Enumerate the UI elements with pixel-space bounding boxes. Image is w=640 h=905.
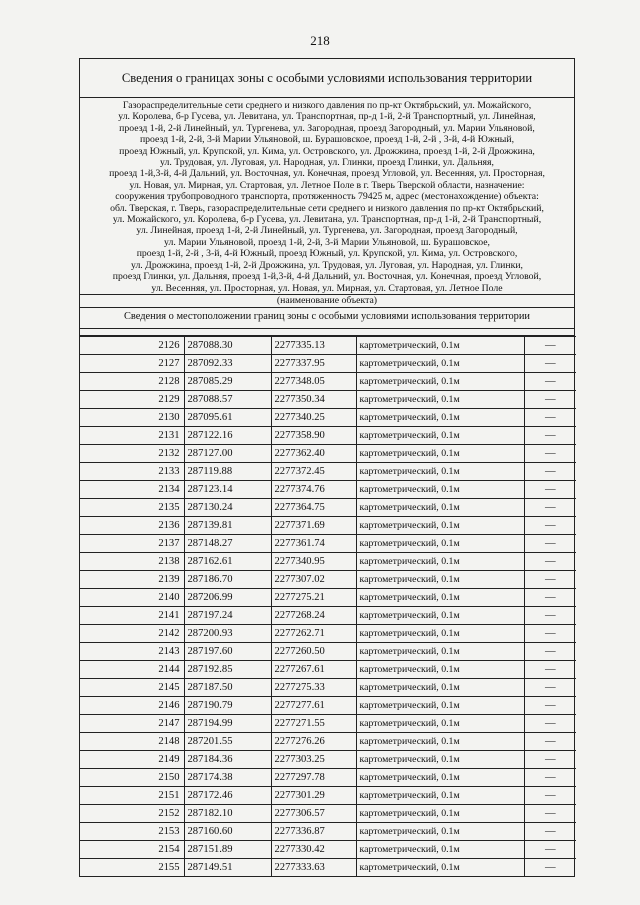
x-coordinate-cell: 287160.60 [184,822,271,840]
note-cell: — [524,678,576,696]
table-row [80,642,576,660]
table-row [80,336,576,354]
page-number: 218 [310,33,330,48]
y-coordinate-cell: 2277335.13 [271,336,356,354]
determination-method-cell: картометрический, 0.1м [356,804,524,822]
point-number-cell: 2133 [80,462,184,480]
table-row [80,534,576,552]
determination-method-cell: картометрический, 0.1м [356,516,524,534]
point-number-cell: 2142 [80,624,184,642]
description-line: ул. Марии Ульяновой, проезд 1-й, 2-й, 3-й Марии Ульяновой, ш. Бурашовское, [164,236,490,248]
table-row [80,714,576,732]
x-coordinate-cell: 287187.50 [184,678,271,696]
point-number-cell: 2151 [80,786,184,804]
y-coordinate-cell: 2277276.26 [271,732,356,750]
note-cell: — [524,606,576,624]
note-cell: — [524,498,576,516]
y-coordinate-cell: 2277301.29 [271,786,356,804]
table-row [80,606,576,624]
determination-method-cell: картометрический, 0.1м [356,588,524,606]
y-coordinate-cell: 2277358.90 [271,426,356,444]
x-coordinate-cell: 287192.85 [184,660,271,678]
table-row [80,444,576,462]
description-line: ул. Линейная, проезд 1-й, 2-й Линейный, ул. Тургенева, ул. Загородная, проезд Загородный, [136,225,518,237]
point-number-cell: 2126 [80,336,184,354]
point-number-cell: 2139 [80,570,184,588]
note-cell: — [524,660,576,678]
determination-method-cell: картометрический, 0.1м [356,570,524,588]
point-number-cell: 2154 [80,840,184,858]
y-coordinate-cell: 2277260.50 [271,642,356,660]
point-number-cell: 2144 [80,660,184,678]
description-line: ул. Трудовая, ул. Луговая, ул. Народная, ул. Глинки, проезд Глинки, ул. Дальняя, [160,157,494,169]
x-coordinate-cell: 287088.57 [184,390,271,408]
note-cell: — [524,768,576,786]
table-row [80,354,576,372]
determination-method-cell: картометрический, 0.1м [356,372,524,390]
note-cell: — [524,822,576,840]
x-coordinate-cell: 287206.99 [184,588,271,606]
y-coordinate-cell: 2277277.61 [271,696,356,714]
table-row [80,408,576,426]
document-title: Сведения о границах зоны с особыми условиями использования территории [80,59,574,98]
note-cell: — [524,336,576,354]
point-number-cell: 2131 [80,426,184,444]
determination-method-cell: картометрический, 0.1м [356,336,524,354]
determination-method-cell: картометрический, 0.1м [356,552,524,570]
description-line: Газораспределительные сети среднего и низкого давления по пр-кт Октябрьский, ул. Можайского, [122,100,532,111]
location-heading: Сведения о местоположении границ зоны с особыми условиями использования территории [80,308,574,329]
y-coordinate-cell: 2277340.25 [271,408,356,426]
description-line: ул. Новая, ул. Мирная, ул. Стартовая, ул. Летное Поле в г. Тверь Тверской области, назначение: [129,179,525,191]
note-cell: — [524,714,576,732]
x-coordinate-cell: 287122.16 [184,426,271,444]
determination-method-cell: картометрический, 0.1м [356,714,524,732]
point-number-cell: 2152 [80,804,184,822]
y-coordinate-cell: 2277364.75 [271,498,356,516]
point-number-cell: 2135 [80,498,184,516]
point-number-cell: 2155 [80,858,184,876]
note-cell: — [524,516,576,534]
table-row [80,372,576,390]
determination-method-cell: картометрический, 0.1м [356,462,524,480]
note-cell: — [524,804,576,822]
table-row [80,426,576,444]
table-row [80,552,576,570]
note-cell: — [524,480,576,498]
table-row [80,480,576,498]
note-cell: — [524,642,576,660]
note-cell: — [524,840,576,858]
note-cell: — [524,408,576,426]
y-coordinate-cell: 2277297.78 [271,768,356,786]
x-coordinate-cell: 287197.24 [184,606,271,624]
x-coordinate-cell: 287190.79 [184,696,271,714]
determination-method-cell: картометрический, 0.1м [356,840,524,858]
note-cell: — [524,354,576,372]
x-coordinate-cell: 287162.61 [184,552,271,570]
table-row [80,624,576,642]
determination-method-cell: картометрический, 0.1м [356,624,524,642]
y-coordinate-cell: 2277267.61 [271,660,356,678]
coordinates-table-body [80,336,576,876]
determination-method-cell: картометрический, 0.1м [356,822,524,840]
determination-method-cell: картометрический, 0.1м [356,426,524,444]
table-row [80,750,576,768]
note-cell: — [524,786,576,804]
note-cell: — [524,696,576,714]
x-coordinate-cell: 287088.30 [184,336,271,354]
note-cell: — [524,534,576,552]
description-line: проезд 1-й,3-й, 4-й Дальний, ул. Восточная, ул. Конечная, проезд Угловой, ул. Весенняя, ул. Просторная, [109,168,545,180]
description-line: обл. Тверская, г. Тверь, газораспределительные сети среднего и низкого давления по пр-кт Октябрьский, [110,202,544,214]
determination-method-cell: картометрический, 0.1м [356,786,524,804]
y-coordinate-cell: 2277275.21 [271,588,356,606]
note-cell: — [524,858,576,876]
determination-method-cell: картометрический, 0.1м [356,642,524,660]
description-line: ул. Дрожжина, проезд 1-й, 2-й Дрожжина, ул. Трудовая, ул. Луговая, ул. Народная, ул. Глинки, [131,259,523,271]
y-coordinate-cell: 2277262.71 [271,624,356,642]
determination-method-cell: картометрический, 0.1м [356,768,524,786]
description-line: проезд 1-й, 2-й, 3-й Марии Ульяновой, ш. Бурашовское, проезд 1-й, 2-й , 3-й, 4-й Южный, [139,134,515,146]
y-coordinate-cell: 2277333.63 [271,858,356,876]
description-line: ул. Королева, б-р Гусева, ул. Левитана, ул. Транспортная, пр-д 1-й, 2-й Транспортный, ул. Линейная, [118,111,536,123]
point-number-cell: 2149 [80,750,184,768]
point-number-cell: 2143 [80,642,184,660]
determination-method-cell: картометрический, 0.1м [356,390,524,408]
x-coordinate-cell: 287172.46 [184,786,271,804]
note-cell: — [524,624,576,642]
determination-method-cell: картометрический, 0.1м [356,480,524,498]
note-cell: — [524,444,576,462]
table-header-spacer [80,329,574,336]
x-coordinate-cell: 287200.93 [184,624,271,642]
point-number-cell: 2132 [80,444,184,462]
note-cell: — [524,570,576,588]
table-row [80,786,576,804]
determination-method-cell: картометрический, 0.1м [356,732,524,750]
point-number-cell: 2137 [80,534,184,552]
determination-method-cell: картометрический, 0.1м [356,858,524,876]
note-cell: — [524,750,576,768]
y-coordinate-cell: 2277362.40 [271,444,356,462]
table-row [80,516,576,534]
x-coordinate-cell: 287197.60 [184,642,271,660]
point-number-cell: 2138 [80,552,184,570]
determination-method-cell: картометрический, 0.1м [356,354,524,372]
coordinates-table [80,336,576,876]
x-coordinate-cell: 287184.36 [184,750,271,768]
description-line: ул. Весенняя, ул. Просторная, ул. Новая, ул. Мирная, ул. Стартовая, ул. Летное Поле [151,282,503,294]
object-description [80,98,574,295]
point-number-cell: 2140 [80,588,184,606]
x-coordinate-cell: 287201.55 [184,732,271,750]
point-number-cell: 2127 [80,354,184,372]
y-coordinate-cell: 2277336.87 [271,822,356,840]
y-coordinate-cell: 2277306.57 [271,804,356,822]
note-cell: — [524,732,576,750]
table-row [80,732,576,750]
y-coordinate-cell: 2277340.95 [271,552,356,570]
determination-method-cell: картометрический, 0.1м [356,534,524,552]
table-row [80,822,576,840]
y-coordinate-cell: 2277275.33 [271,678,356,696]
point-number-cell: 2145 [80,678,184,696]
table-row [80,804,576,822]
note-cell: — [524,552,576,570]
x-coordinate-cell: 287130.24 [184,498,271,516]
x-coordinate-cell: 287174.38 [184,768,271,786]
note-cell: — [524,462,576,480]
y-coordinate-cell: 2277348.05 [271,372,356,390]
point-number-cell: 2146 [80,696,184,714]
x-coordinate-cell: 287095.61 [184,408,271,426]
table-row [80,768,576,786]
x-coordinate-cell: 287119.88 [184,462,271,480]
table-row [80,498,576,516]
determination-method-cell: картометрический, 0.1м [356,750,524,768]
description-line: проезд Южный, ул. Крупской, ул. Кима, ул. Островского, ул. Дрожжина, проезд 1-й, 2-й Дрожжина, [119,145,535,157]
x-coordinate-cell: 287148.27 [184,534,271,552]
determination-method-cell: картометрический, 0.1м [356,498,524,516]
determination-method-cell: картометрический, 0.1м [356,606,524,624]
y-coordinate-cell: 2277337.95 [271,354,356,372]
y-coordinate-cell: 2277303.25 [271,750,356,768]
y-coordinate-cell: 2277268.24 [271,606,356,624]
y-coordinate-cell: 2277307.02 [271,570,356,588]
table-row [80,696,576,714]
description-line: проезд 1-й, 2-й , 3-й, 4-й Южный, проезд Южный, ул. Крупской, ул. Кима, ул. Островского, [136,248,518,260]
x-coordinate-cell: 287194.99 [184,714,271,732]
point-number-cell: 2134 [80,480,184,498]
note-cell: — [524,426,576,444]
x-coordinate-cell: 287182.10 [184,804,271,822]
point-number-cell: 2130 [80,408,184,426]
y-coordinate-cell: 2277374.76 [271,480,356,498]
point-number-cell: 2128 [80,372,184,390]
description-line: проезд Глинки, ул. Дальняя, проезд 1-й,3-й, 4-й Дальний, ул. Восточная, ул. Конечная, проезд Угловой, [112,271,542,283]
determination-method-cell: картометрический, 0.1м [356,660,524,678]
determination-method-cell: картометрический, 0.1м [356,444,524,462]
y-coordinate-cell: 2277350.34 [271,390,356,408]
x-coordinate-cell: 287127.00 [184,444,271,462]
x-coordinate-cell: 287186.70 [184,570,271,588]
note-cell: — [524,372,576,390]
determination-method-cell: картометрический, 0.1м [356,678,524,696]
y-coordinate-cell: 2277271.55 [271,714,356,732]
point-number-cell: 2129 [80,390,184,408]
point-number-cell: 2153 [80,822,184,840]
table-row [80,678,576,696]
x-coordinate-cell: 287151.89 [184,840,271,858]
table-row [80,390,576,408]
y-coordinate-cell: 2277372.45 [271,462,356,480]
description-line: ул. Можайского, ул. Королева, б-р Гусева, ул. Левитана, ул. Транспортная, пр-д 1-й, 2-й Транспортный, [112,214,542,226]
x-coordinate-cell: 287123.14 [184,480,271,498]
object-name-label: (наименование объекта) [80,295,574,308]
point-number-cell: 2148 [80,732,184,750]
y-coordinate-cell: 2277361.74 [271,534,356,552]
x-coordinate-cell: 287139.81 [184,516,271,534]
note-cell: — [524,588,576,606]
x-coordinate-cell: 287085.29 [184,372,271,390]
zone-boundaries-document [79,58,575,877]
description-line: сооружения трубопроводного транспорта, протяженность 79425 м, адрес (местонахождение) объекта: [115,191,539,203]
table-row [80,462,576,480]
table-row [80,858,576,876]
point-number-cell: 2150 [80,768,184,786]
table-row [80,660,576,678]
table-row [80,588,576,606]
determination-method-cell: картометрический, 0.1м [356,408,524,426]
table-row [80,840,576,858]
determination-method-cell: картометрический, 0.1м [356,696,524,714]
description-line: проезд 1-й, 2-й Линейный, ул. Тургенева, ул. Загородная, проезд Загородный, ул. Марии Ульяновой, [119,122,535,134]
point-number-cell: 2147 [80,714,184,732]
table-row [80,570,576,588]
point-number-cell: 2136 [80,516,184,534]
point-number-cell: 2141 [80,606,184,624]
y-coordinate-cell: 2277330.42 [271,840,356,858]
y-coordinate-cell: 2277371.69 [271,516,356,534]
note-cell: — [524,390,576,408]
x-coordinate-cell: 287092.33 [184,354,271,372]
x-coordinate-cell: 287149.51 [184,858,271,876]
